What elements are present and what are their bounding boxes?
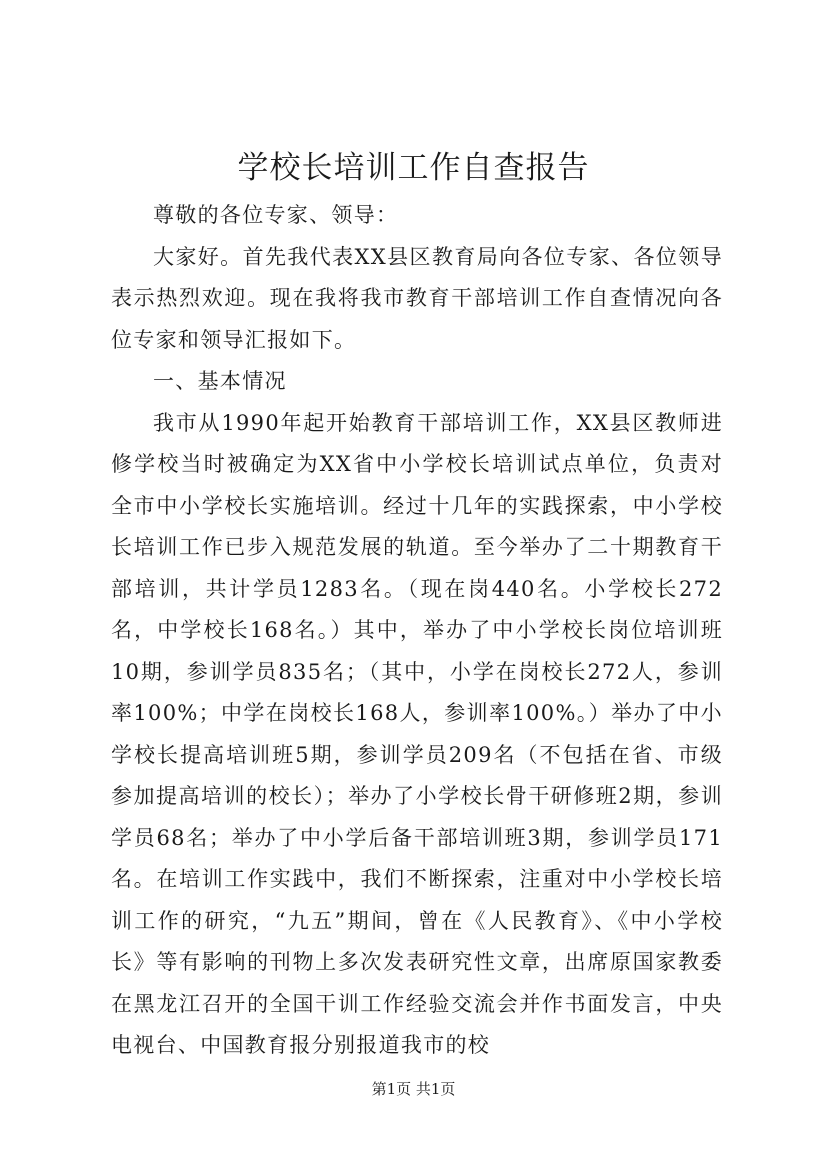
- document-title: 学校长培训工作自查报告: [237, 150, 590, 186]
- page-footer: 第1页 共1页: [371, 1080, 456, 1098]
- salutation-paragraph: 尊敬的各位专家、领导：: [153, 203, 399, 227]
- basic-situation-paragraph: 我市从1990年起开始教育干部培训工作，XX县区教师进修学校当时被确定为XX省中小学校长培训试点单位，负责对全市中小学校长实施培训。经过十几年的实践探索，中小学校长培训工作已步入规范发展的轨道。至今举办了二十期教育干部培训，共计学员1283名。（现在岗440名。小学校长272名，中学校长168名。）其中，举办了中小学校长岗位培训班10期，参训学员835名；（其中，小学在岗校长272人，参训率100%；中学在岗校长168人，参训率100%。）举办了中小学校长提高培训班5期，参训学员209名（不包括在省、市级参加提高培训的校长）；举办了小学校长骨干研修班2期，参训学员68名；举办了中小学后备干部培训班3期，参训学员171名。在培训工作实践中，我们不断探索，注重对中小学校长培训工作的研究，“九五”期间，曾在《人民教育》、《中小学校长》等有影响的刊物上多次发表研究性文章，出席原国家教委在黑龙江召开的全国干训工作经验交流会并作书面发言，中央电视台、中国教育报分别报道我市的校: [111, 410, 723, 1057]
- opening-paragraph: 大家好。首先我代表XX县区教育局向各位专家、各位领导表示热烈欢迎。现在我将我市教育干部培训工作自查情况向各位专家和领导汇报如下。: [111, 244, 723, 352]
- section-heading: 一、基本情况: [153, 369, 287, 393]
- document-body: [111, 195, 723, 1067]
